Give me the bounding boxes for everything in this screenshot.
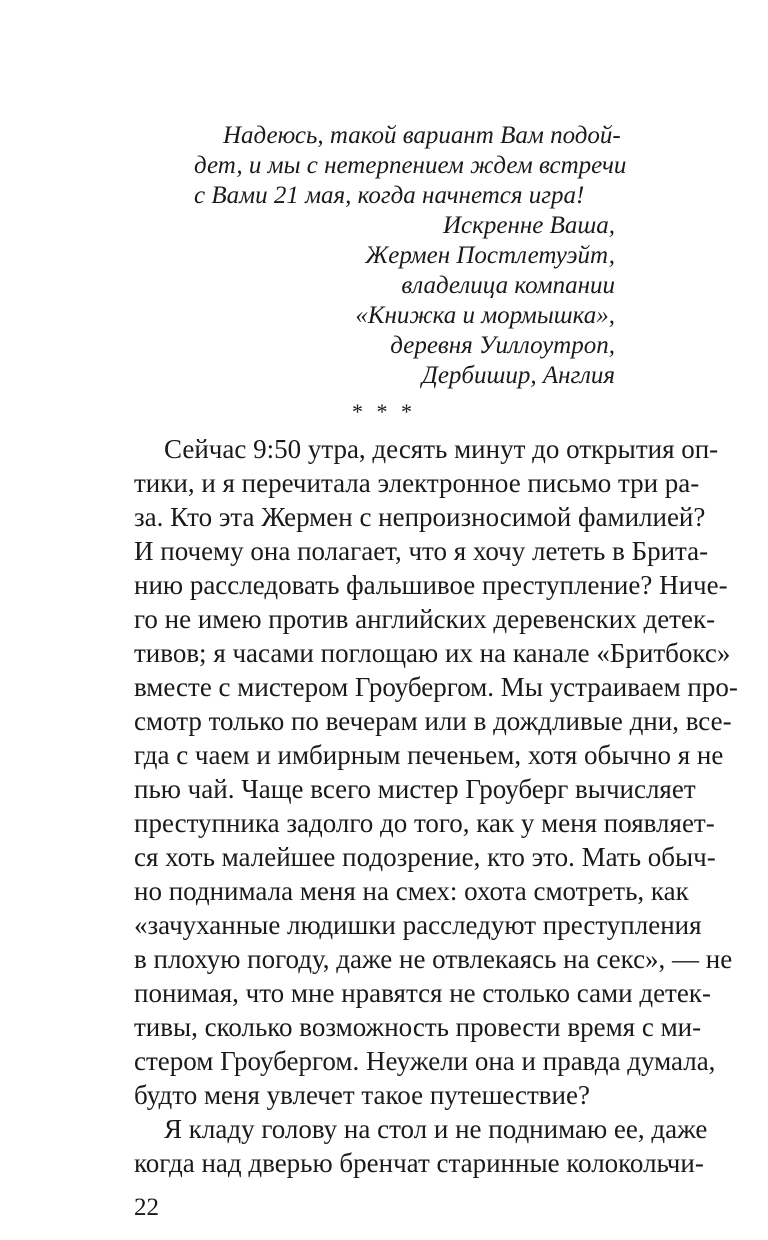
paragraph-line: И почему она полагает, что я хочу лететь в Брита- — [134, 536, 709, 566]
paragraph-line: тивы, сколько возможность провести время с ми- — [134, 1012, 702, 1042]
paragraph-line: ся хоть малейшее подозрение, кто это. Мать обыч- — [134, 842, 716, 872]
section-separator: * * * — [352, 399, 416, 424]
paragraph-line: пью чай. Чаще всего мистер Гроуберг вычисляет — [134, 774, 696, 804]
paragraph-line: понимая, что мне нравятся не столько сами детек- — [134, 978, 711, 1008]
paragraph-line: тики, и я перечитала электронное письмо три ра- — [134, 468, 700, 498]
signature-line: владелица компании — [401, 272, 615, 299]
paragraph-line: нию расследовать фальшивое преступление? Ниче- — [134, 570, 728, 600]
letter-line: дет, и мы с нетерпением ждем встречи — [194, 152, 627, 179]
paragraph-line: преступника задолго до того, как у меня появляет- — [134, 808, 715, 838]
paragraph-line: го не имею против английских деревенских детек- — [134, 604, 716, 634]
paragraph-line: Сейчас 9:50 утра, десять минут до открытия оп- — [164, 434, 719, 464]
paragraph-line: но поднимала меня на смех: охота смотреть, как — [134, 876, 689, 906]
paragraph-line: за. Кто эта Жермен с непроизносимой фамилией? — [134, 502, 706, 532]
paragraph-line: гда с чаем и имбирным печеньем, хотя обычно я не — [134, 740, 724, 770]
signature-line: Искренне Ваша, — [443, 212, 615, 239]
signature-line: деревня Уиллоутроп, — [390, 332, 615, 359]
paragraph-line: вместе с мистером Гроубергом. Мы устраиваем про- — [134, 672, 738, 702]
paragraph-line: когда над дверью бренчат старинные колокольчи- — [134, 1148, 704, 1178]
signature-line: Жермен Постлетуэйт, — [365, 242, 615, 269]
letter-line: с Вами 21 мая, когда начнется игра! — [194, 182, 585, 209]
signature-line: «Книжка и мормышка», — [355, 302, 615, 329]
page-number: 22 — [134, 1194, 159, 1221]
paragraph-line: стером Гроубергом. Неужели она и правда думала, — [134, 1046, 716, 1076]
signature-line: Дербишир, Англия — [421, 362, 615, 389]
paragraph-line: смотр только по вечерам или в дождливые дни, все- — [134, 706, 732, 736]
paragraph-line: тивов; я часами поглощаю их на канале «Бритбокс» — [134, 638, 731, 668]
paragraph-line: Я кладу голову на стол и не поднимаю ее, даже — [164, 1114, 708, 1144]
paragraph-line: будто меня увлечет такое путешествие? — [134, 1080, 590, 1110]
paragraph-line: в плохую погоду, даже не отвлекаясь на секс», — не — [134, 944, 733, 974]
letter-line: Надеюсь, такой вариант Вам подой- — [223, 122, 621, 149]
paragraph-line: «зачуханные людишки расследуют преступления — [134, 910, 702, 940]
